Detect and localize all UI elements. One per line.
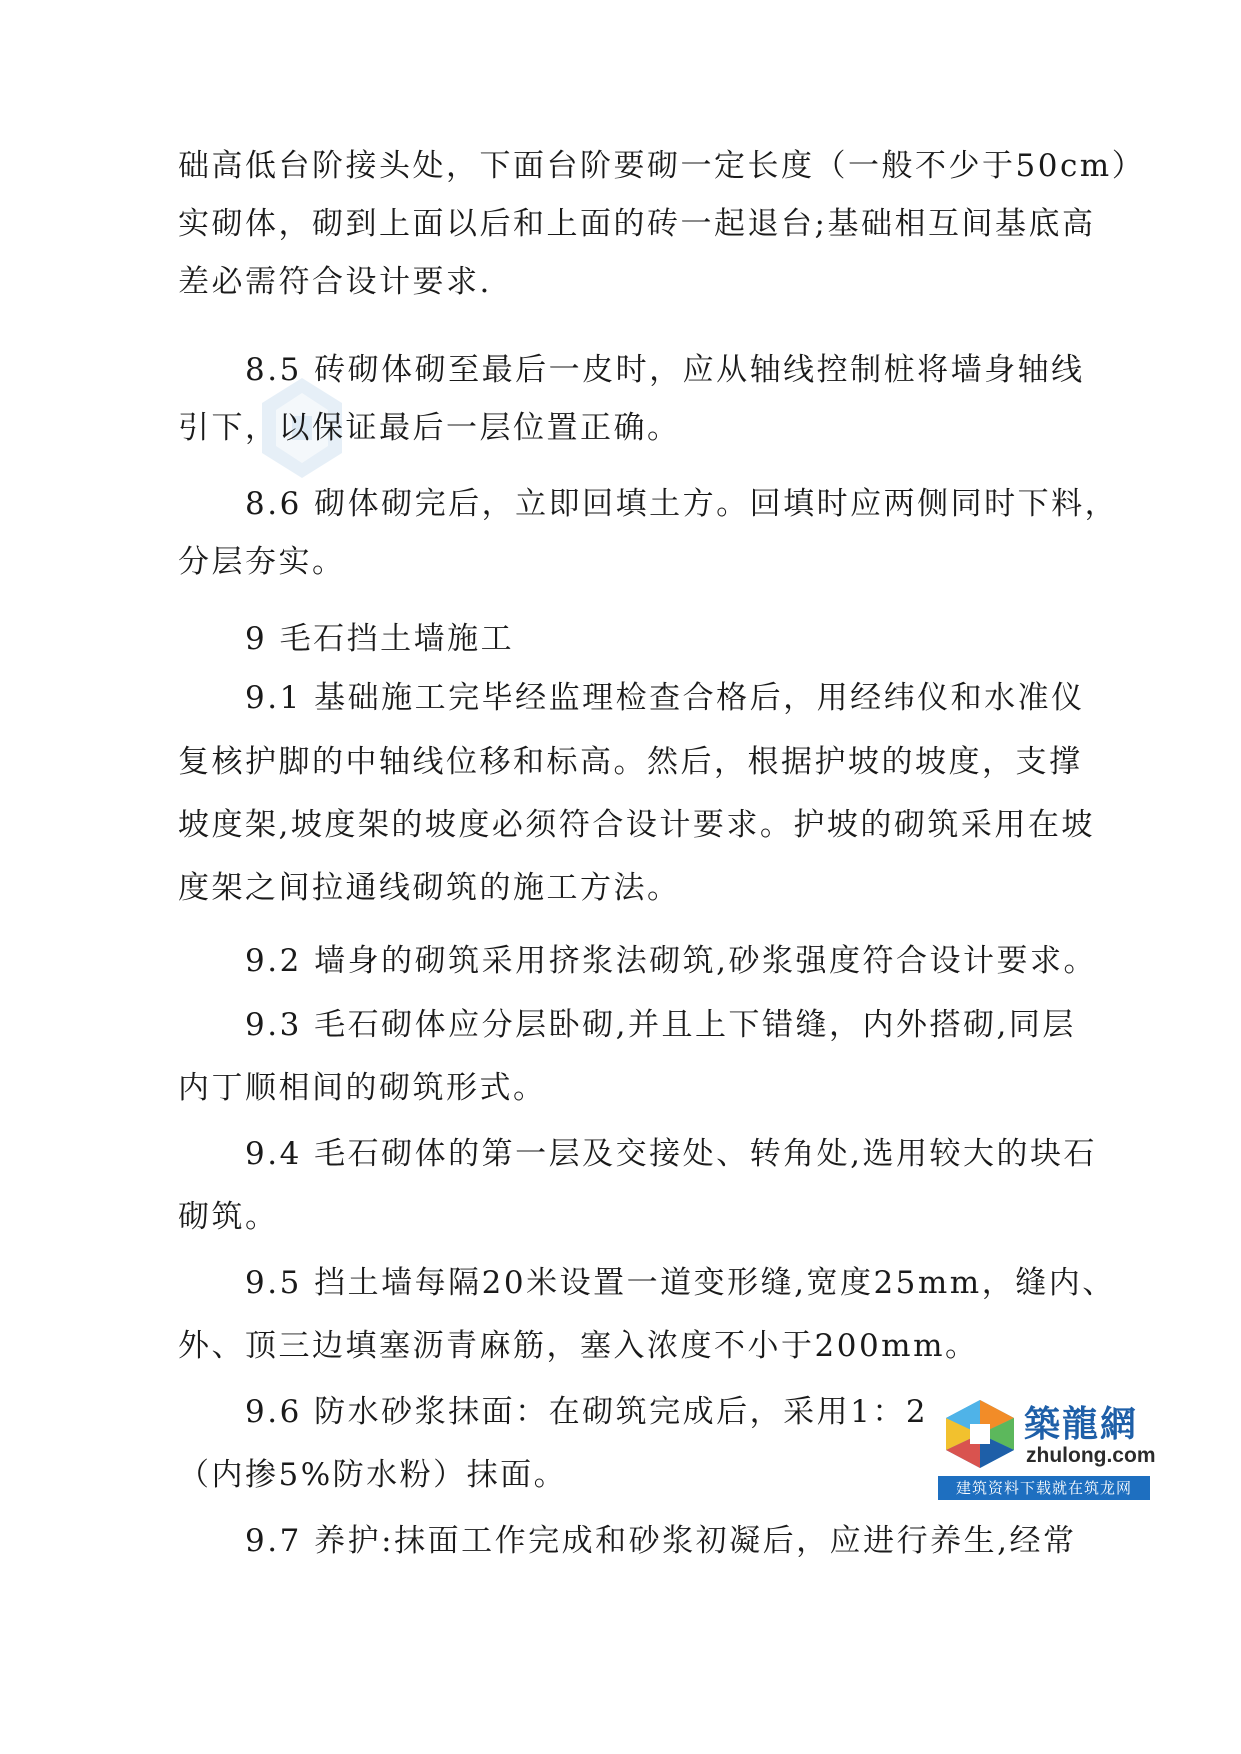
text-line-11: 坡度架,坡度架的坡度必须符合设计要求。护坡的砌筑采用在坡 xyxy=(178,807,1095,843)
text-line-4: 8.5 砖砌体砌至最后一皮时，应从轴线控制桩将墙身轴线 xyxy=(245,352,1085,388)
text-line-3: 差必需符合设计要求. xyxy=(178,264,492,300)
text-line-10: 复核护脚的中轴线位移和标高。然后，根据护坡的坡度，支撑 xyxy=(178,744,1083,780)
text-line-21: （内掺5%防水粉）抹面。 xyxy=(178,1457,568,1493)
zhulong-logo-icon xyxy=(944,1398,1016,1470)
text-line-13: 9.2 墙身的砌筑采用挤浆法砌筑,砂浆强度符合设计要求。 xyxy=(245,943,1098,979)
text-line-17: 砌筑。 xyxy=(178,1199,279,1235)
text-line-2: 实砌体，砌到上面以后和上面的砖一起退台;基础相互间基底高 xyxy=(178,206,1096,242)
text-line-18: 9.5 挡土墙每隔20米设置一道变形缝,宽度25mm，缝内、 xyxy=(245,1265,1116,1301)
section-heading-9: 9 毛石挡土墙施工 xyxy=(245,621,515,657)
text-line-20: 9.6 防水砂浆抹面：在砌筑完成后，采用1：2 xyxy=(245,1394,929,1430)
text-line-14: 9.3 毛石砌体应分层卧砌,并且上下错缝，内外搭砌,同层 xyxy=(245,1007,1076,1043)
zhulong-logo xyxy=(938,1388,1156,1500)
text-line-19: 外、顶三边填塞沥青麻筋，塞入浓度不小于200mm。 xyxy=(178,1328,979,1364)
text-line-12: 度架之间拉通线砌筑的施工方法。 xyxy=(178,870,681,906)
text-line-16: 9.4 毛石砌体的第一层及交接处、转角处,选用较大的块石 xyxy=(245,1136,1098,1172)
logo-slogan-banner: 建筑资料下载就在筑龙网 xyxy=(938,1476,1150,1500)
text-line-1: 础高低台阶接头处，下面台阶要砌一定长度（一般不少于50cm） xyxy=(178,148,1146,184)
text-line-6: 8.6 砌体砌完后，立即回填土方。回填时应两侧同时下料， xyxy=(245,486,1119,522)
text-line-22: 9.7 养护:抹面工作完成和砂浆初凝后，应进行养生,经常 xyxy=(245,1523,1077,1559)
logo-domain: zhulong.com xyxy=(1026,1444,1156,1467)
text-line-7: 分层夯实。 xyxy=(178,544,346,580)
text-line-15: 内丁顺相间的砌筑形式。 xyxy=(178,1070,547,1106)
text-line-9: 9.1 基础施工完毕经监理检查合格后，用经纬仪和水准仪 xyxy=(245,680,1085,716)
text-line-5: 引下，以保证最后一层位置正确。 xyxy=(178,410,681,446)
logo-name-cn: 築龍網 xyxy=(1024,1403,1139,1445)
